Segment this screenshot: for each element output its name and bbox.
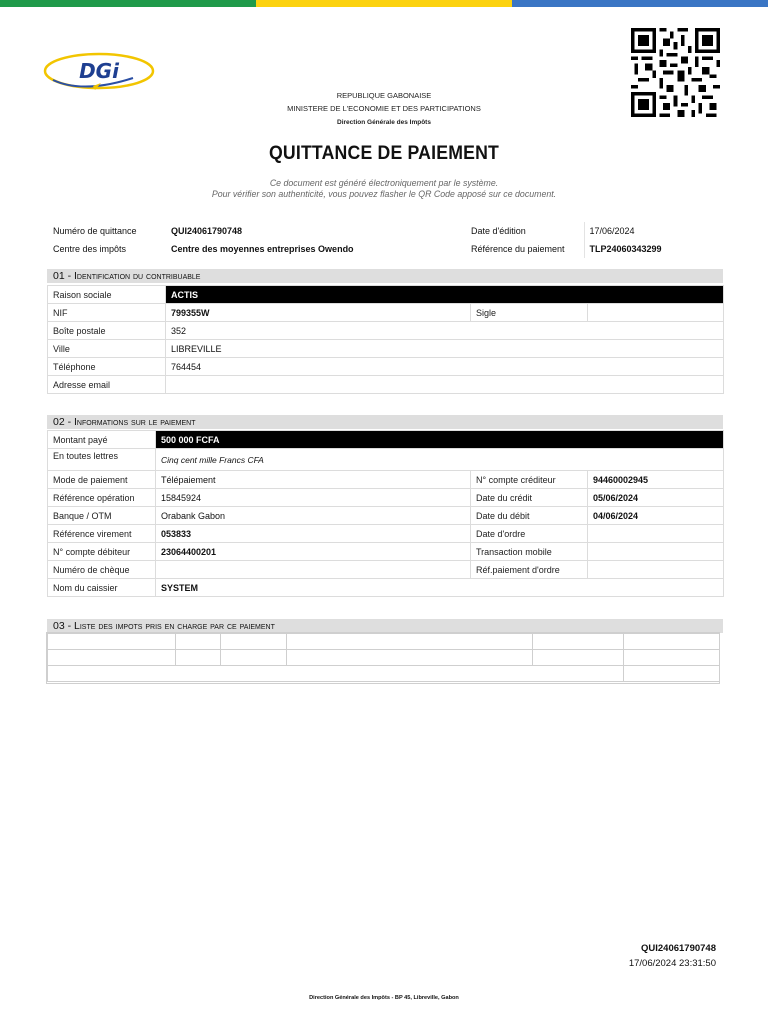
email-value [166, 376, 724, 394]
tel-value: 764454 [166, 358, 724, 376]
tax-list-row [48, 650, 720, 666]
flag-stripe [0, 0, 768, 7]
cheque-value [156, 561, 471, 579]
nif-value: 799355W [166, 304, 471, 322]
tax-list-table [47, 633, 720, 682]
raison-label: Raison sociale [48, 286, 166, 304]
transaction-label: Transaction mobile [471, 543, 588, 561]
nif-label: NIF [48, 304, 166, 322]
tel-label: Téléphone [48, 358, 166, 376]
bp-value: 352 [166, 322, 724, 340]
compte-crediteur-value: 94460002945 [588, 471, 724, 489]
note-line-1: Ce document est généré électroniquement par le système. [269, 178, 499, 188]
taxpayer-table [47, 285, 724, 394]
tax-list-header-row [48, 634, 720, 650]
section-01-header [47, 269, 723, 283]
banque-value: Orabank Gabon [156, 507, 471, 525]
flag-blue [512, 0, 768, 7]
caissier-label: Nom du caissier [48, 579, 156, 597]
section-03-title: Liste des impots pris en charge par ce paiement [74, 620, 275, 632]
transaction-value [588, 543, 724, 561]
mode-label: Mode de paiement [48, 471, 156, 489]
virement-label: Référence virement [48, 525, 156, 543]
raison-value: ACTIS [166, 286, 724, 304]
section-03-header [47, 619, 723, 633]
section-02-number: 02 - [53, 416, 75, 428]
virement-value: 053833 [156, 525, 471, 543]
bottom-quittance-number: QUI24061790748 [640, 943, 716, 954]
compte-crediteur-label: N° compte créditeur [471, 471, 588, 489]
quittance-label: Numéro de quittance [53, 226, 137, 236]
sigle-label: Sigle [471, 304, 588, 322]
centre-value: Centre des moyennes entreprises Owendo [171, 244, 354, 254]
date-credit-label: Date du crédit [471, 489, 588, 507]
refpaiement-ordre-label: Réf.paiement d'ordre [471, 561, 588, 579]
centre-label: Centre des impôts [53, 244, 127, 254]
header-country: REPUBLIQUE GABONAISE [336, 91, 432, 100]
date-ordre-value [588, 525, 724, 543]
header-ministry: MINISTERE DE L'ECONOMIE ET DES PARTICIPATIONS [287, 104, 481, 113]
ville-value: LIBREVILLE [166, 340, 724, 358]
header-direction: Direction Générale des Impôts [337, 119, 431, 126]
banque-label: Banque / OTM [48, 507, 156, 525]
montant-label: Montant payé [48, 431, 156, 449]
ville-label: Ville [48, 340, 166, 358]
mode-value: Télépaiement [156, 471, 471, 489]
section-03-number: 03 - [53, 620, 75, 632]
edition-value: 17/06/2024 [584, 222, 724, 240]
footer-address: Direction Générale des Impôts - BP 45, Libreville, Gabon [309, 995, 459, 1001]
quittance-value: QUI24061790748 [171, 226, 243, 236]
bp-label: Boîte postale [48, 322, 166, 340]
section-01-title: Identification du contribuable [74, 270, 201, 282]
email-label: Adresse email [48, 376, 166, 394]
lettres-value: Cinq cent mille Francs CFA [156, 449, 724, 471]
section-02-header [47, 415, 723, 429]
date-debit-value: 04/06/2024 [588, 507, 724, 525]
refop-value: 15845924 [156, 489, 471, 507]
flag-yellow [256, 0, 512, 7]
cheque-label: Numéro de chèque [48, 561, 156, 579]
compte-debiteur-label: N° compte débiteur [48, 543, 156, 561]
edition-label: Date d'édition [471, 226, 526, 236]
flag-green [0, 0, 256, 7]
section-01-number: 01 - [53, 270, 75, 282]
logo-text: DGi [79, 59, 119, 83]
date-credit-value: 05/06/2024 [588, 489, 724, 507]
note-line-2: Pour vérifier son authenticité, vous pouvez flasher le QR Code apposé sur ce document. [211, 189, 557, 199]
page-title: QUITTANCE DE PAIEMENT [268, 143, 500, 164]
payment-ref-value: TLP24060343299 [584, 240, 724, 258]
refpaiement-ordre-value [588, 561, 724, 579]
payment-table [47, 430, 724, 597]
sigle-value [588, 304, 724, 322]
date-debit-label: Date du débit [471, 507, 588, 525]
payment-ref-label: Référence du paiement [471, 244, 565, 254]
caissier-value: SYSTEM [156, 579, 724, 597]
section-02-title: Informations sur le paiement [74, 416, 196, 428]
meta-table [48, 222, 724, 258]
montant-value: 500 000 FCFA [156, 431, 724, 449]
tax-list-total-row [48, 666, 720, 682]
bottom-datetime: 17/06/2024 23:31:50 [628, 958, 716, 969]
date-ordre-label: Date d'ordre [471, 525, 588, 543]
compte-debiteur-value: 23064400201 [156, 543, 471, 561]
dgi-logo [43, 50, 155, 92]
lettres-label: En toutes lettres [48, 449, 156, 471]
refop-label: Référence opération [48, 489, 156, 507]
